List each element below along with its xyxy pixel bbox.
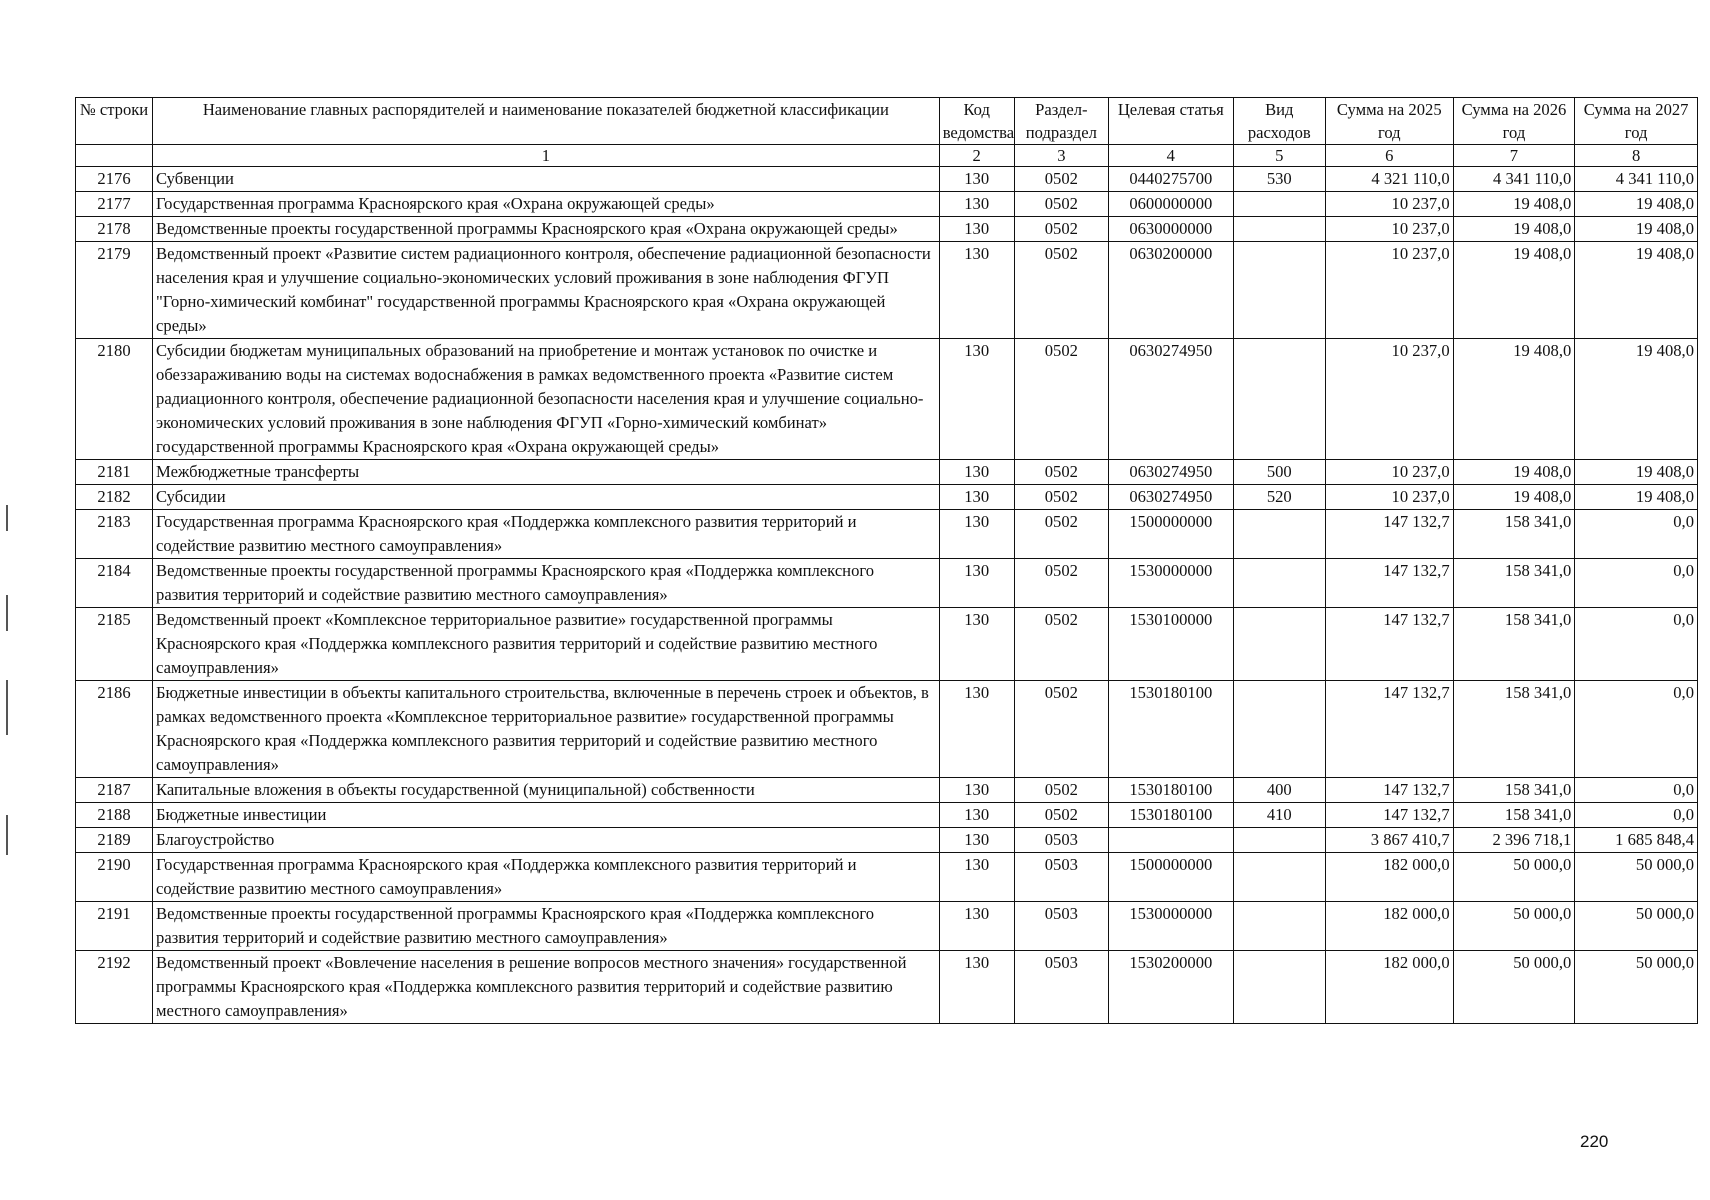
header-department-code: Код ведомства xyxy=(939,98,1014,145)
sum-2025-cell: 10 237,0 xyxy=(1325,485,1453,510)
sum-2025-cell: 182 000,0 xyxy=(1325,951,1453,1024)
table-row xyxy=(76,778,1698,803)
section-cell: 0502 xyxy=(1014,803,1108,828)
section-cell: 0502 xyxy=(1014,485,1108,510)
department-code-cell: 130 xyxy=(939,559,1014,608)
sum-2027-cell: 19 408,0 xyxy=(1575,339,1698,460)
sum-2025-cell: 10 237,0 xyxy=(1325,460,1453,485)
column-number: 6 xyxy=(1325,145,1453,167)
sum-2025-cell: 3 867 410,7 xyxy=(1325,828,1453,853)
table-row xyxy=(76,339,1698,460)
row-name-cell: Бюджетные инвестиции в объекты капитального строительства, включенные в перечень строек и объектов, в рамках ведомственного проекта «Комплексное территориальное развитие» государственной программы Красноярского края «Поддержка комплексного развития территорий и содействие развитию местного самоуправления» xyxy=(153,681,940,778)
target-article-cell: 1530180100 xyxy=(1108,778,1233,803)
target-article-cell: 0600000000 xyxy=(1108,192,1233,217)
section-cell: 0502 xyxy=(1014,242,1108,339)
department-code-cell: 130 xyxy=(939,828,1014,853)
header-expense-type: Вид расходов xyxy=(1233,98,1325,145)
row-number-cell: 2177 xyxy=(76,192,153,217)
table-row xyxy=(76,951,1698,1024)
section-cell: 0502 xyxy=(1014,681,1108,778)
target-article-cell: 1530180100 xyxy=(1108,681,1233,778)
section-cell: 0502 xyxy=(1014,460,1108,485)
row-name-cell: Ведомственный проект «Развитие систем радиационного контроля, обеспечение радиационной безопасности населения края и улучшение социально-экономических условий проживания в зоне наблюдения ФГУП "Горно-химический комбинат" государственной программы Красноярского края «Охрана окружающей среды» xyxy=(153,242,940,339)
sum-2026-cell: 50 000,0 xyxy=(1453,853,1575,902)
target-article-cell: 1530000000 xyxy=(1108,559,1233,608)
row-number-cell: 2178 xyxy=(76,217,153,242)
expense-type-cell xyxy=(1233,339,1325,460)
row-number-cell: 2190 xyxy=(76,853,153,902)
row-name-cell: Ведомственный проект «Вовлечение населения в решение вопросов местного значения» государственной программы Красноярского края «Поддержка комплексного развития территорий и содействие развитию местного самоуправления» xyxy=(153,951,940,1024)
column-number-row xyxy=(76,145,1698,167)
sum-2026-cell: 50 000,0 xyxy=(1453,902,1575,951)
column-number: 3 xyxy=(1014,145,1108,167)
target-article-cell: 0630274950 xyxy=(1108,485,1233,510)
target-article-cell: 0630274950 xyxy=(1108,339,1233,460)
department-code-cell: 130 xyxy=(939,242,1014,339)
sum-2027-cell: 50 000,0 xyxy=(1575,951,1698,1024)
sum-2025-cell: 10 237,0 xyxy=(1325,242,1453,339)
sum-2026-cell: 50 000,0 xyxy=(1453,951,1575,1024)
sum-2025-cell: 10 237,0 xyxy=(1325,217,1453,242)
section-cell: 0503 xyxy=(1014,902,1108,951)
table-header xyxy=(76,98,1698,167)
table-body xyxy=(76,167,1698,1024)
sum-2025-cell: 182 000,0 xyxy=(1325,902,1453,951)
expense-type-cell xyxy=(1233,510,1325,559)
section-cell: 0502 xyxy=(1014,510,1108,559)
table-row xyxy=(76,485,1698,510)
department-code-cell: 130 xyxy=(939,339,1014,460)
section-cell: 0502 xyxy=(1014,339,1108,460)
section-cell: 0502 xyxy=(1014,608,1108,681)
table-row xyxy=(76,192,1698,217)
department-code-cell: 130 xyxy=(939,778,1014,803)
sum-2026-cell: 158 341,0 xyxy=(1453,608,1575,681)
row-number-cell: 2176 xyxy=(76,167,153,192)
table-row xyxy=(76,681,1698,778)
expense-type-cell xyxy=(1233,608,1325,681)
scan-margin-mark xyxy=(6,815,8,855)
section-cell: 0502 xyxy=(1014,559,1108,608)
target-article-cell: 1530200000 xyxy=(1108,951,1233,1024)
row-name-cell: Капитальные вложения в объекты государственной (муниципальной) собственности xyxy=(153,778,940,803)
target-article-cell: 0630000000 xyxy=(1108,217,1233,242)
target-article-cell: 1530100000 xyxy=(1108,608,1233,681)
row-name-cell: Субвенции xyxy=(153,167,940,192)
table-row xyxy=(76,559,1698,608)
department-code-cell: 130 xyxy=(939,192,1014,217)
column-number: 2 xyxy=(939,145,1014,167)
target-article-cell: 0630274950 xyxy=(1108,460,1233,485)
table-row xyxy=(76,167,1698,192)
row-name-cell: Ведомственный проект «Комплексное территориальное развитие» государственной программы Красноярского края «Поддержка комплексного развития территорий и содействие развитию местного самоуправления» xyxy=(153,608,940,681)
expense-type-cell xyxy=(1233,217,1325,242)
scan-margin-mark xyxy=(6,505,8,531)
header-row xyxy=(76,98,1698,145)
department-code-cell: 130 xyxy=(939,681,1014,778)
department-code-cell: 130 xyxy=(939,853,1014,902)
row-number-cell: 2181 xyxy=(76,460,153,485)
row-number-cell: 2189 xyxy=(76,828,153,853)
department-code-cell: 130 xyxy=(939,608,1014,681)
sum-2025-cell: 147 132,7 xyxy=(1325,608,1453,681)
sum-2025-cell: 10 237,0 xyxy=(1325,192,1453,217)
row-number-cell: 2180 xyxy=(76,339,153,460)
sum-2026-cell: 158 341,0 xyxy=(1453,803,1575,828)
target-article-cell: 0630200000 xyxy=(1108,242,1233,339)
sum-2025-cell: 147 132,7 xyxy=(1325,681,1453,778)
sum-2027-cell: 4 341 110,0 xyxy=(1575,167,1698,192)
column-number-empty xyxy=(76,145,153,167)
row-number-cell: 2185 xyxy=(76,608,153,681)
sum-2027-cell: 0,0 xyxy=(1575,778,1698,803)
row-number-cell: 2187 xyxy=(76,778,153,803)
expense-type-cell: 530 xyxy=(1233,167,1325,192)
sum-2027-cell: 19 408,0 xyxy=(1575,192,1698,217)
header-sum-2027: Сумма на 2027 год xyxy=(1575,98,1698,145)
sum-2026-cell: 19 408,0 xyxy=(1453,217,1575,242)
expense-type-cell: 500 xyxy=(1233,460,1325,485)
row-name-cell: Ведомственные проекты государственной программы Красноярского края «Поддержка комплексного развития территорий и содействие развитию местного самоуправления» xyxy=(153,559,940,608)
sum-2027-cell: 19 408,0 xyxy=(1575,485,1698,510)
sum-2026-cell: 158 341,0 xyxy=(1453,681,1575,778)
sum-2027-cell: 19 408,0 xyxy=(1575,217,1698,242)
row-name-cell: Государственная программа Красноярского края «Охрана окружающей среды» xyxy=(153,192,940,217)
column-number: 8 xyxy=(1575,145,1698,167)
department-code-cell: 130 xyxy=(939,167,1014,192)
section-cell: 0502 xyxy=(1014,167,1108,192)
target-article-cell: 1500000000 xyxy=(1108,853,1233,902)
expense-type-cell xyxy=(1233,242,1325,339)
target-article-cell: 1530000000 xyxy=(1108,902,1233,951)
table-row xyxy=(76,217,1698,242)
sum-2026-cell: 158 341,0 xyxy=(1453,778,1575,803)
sum-2025-cell: 147 132,7 xyxy=(1325,803,1453,828)
expense-type-cell: 520 xyxy=(1233,485,1325,510)
section-cell: 0503 xyxy=(1014,951,1108,1024)
target-article-cell: 1530180100 xyxy=(1108,803,1233,828)
department-code-cell: 130 xyxy=(939,217,1014,242)
header-target-article: Целевая статья xyxy=(1108,98,1233,145)
sum-2025-cell: 182 000,0 xyxy=(1325,853,1453,902)
expense-type-cell xyxy=(1233,559,1325,608)
column-number: 4 xyxy=(1108,145,1233,167)
column-number: 5 xyxy=(1233,145,1325,167)
department-code-cell: 130 xyxy=(939,510,1014,559)
header-name: Наименование главных распорядителей и наименование показателей бюджетной классификации xyxy=(153,98,940,145)
row-name-cell: Бюджетные инвестиции xyxy=(153,803,940,828)
target-article-cell: 0440275700 xyxy=(1108,167,1233,192)
sum-2026-cell: 19 408,0 xyxy=(1453,485,1575,510)
sum-2025-cell: 147 132,7 xyxy=(1325,510,1453,559)
expense-type-cell: 410 xyxy=(1233,803,1325,828)
row-name-cell: Государственная программа Красноярского края «Поддержка комплексного развития территорий и содействие развитию местного самоуправления» xyxy=(153,510,940,559)
table-row xyxy=(76,853,1698,902)
section-cell: 0503 xyxy=(1014,853,1108,902)
expense-type-cell xyxy=(1233,853,1325,902)
sum-2026-cell: 2 396 718,1 xyxy=(1453,828,1575,853)
expense-type-cell xyxy=(1233,902,1325,951)
sum-2027-cell: 19 408,0 xyxy=(1575,460,1698,485)
sum-2027-cell: 50 000,0 xyxy=(1575,853,1698,902)
row-name-cell: Ведомственные проекты государственной программы Красноярского края «Поддержка комплексного развития территорий и содействие развитию местного самоуправления» xyxy=(153,902,940,951)
target-article-cell: 1500000000 xyxy=(1108,510,1233,559)
table-row xyxy=(76,608,1698,681)
table-row xyxy=(76,510,1698,559)
sum-2026-cell: 19 408,0 xyxy=(1453,339,1575,460)
sum-2027-cell: 50 000,0 xyxy=(1575,902,1698,951)
header-sum-2025: Сумма на 2025 год xyxy=(1325,98,1453,145)
section-cell: 0502 xyxy=(1014,778,1108,803)
department-code-cell: 130 xyxy=(939,485,1014,510)
sum-2027-cell: 0,0 xyxy=(1575,510,1698,559)
header-row-number: № строки xyxy=(76,98,153,145)
sum-2026-cell: 19 408,0 xyxy=(1453,242,1575,339)
expense-type-cell xyxy=(1233,681,1325,778)
budget-table xyxy=(75,97,1698,1024)
sum-2025-cell: 147 132,7 xyxy=(1325,778,1453,803)
department-code-cell: 130 xyxy=(939,803,1014,828)
row-name-cell: Субсидии бюджетам муниципальных образований на приобретение и монтаж установок по очистке и обеззараживанию воды на системах водоснабжения в рамках ведомственного проекта «Развитие систем радиационного контроля, обеспечение радиационной безопасности населения края и улучшение социально-экономических условий проживания в зоне наблюдения ФГУП «Горно-химический комбинат» государственной программы Красноярского края «Охрана окружающей среды» xyxy=(153,339,940,460)
row-number-cell: 2179 xyxy=(76,242,153,339)
column-number: 7 xyxy=(1453,145,1575,167)
sum-2025-cell: 147 132,7 xyxy=(1325,559,1453,608)
row-number-cell: 2191 xyxy=(76,902,153,951)
expense-type-cell xyxy=(1233,828,1325,853)
department-code-cell: 130 xyxy=(939,951,1014,1024)
sum-2027-cell: 19 408,0 xyxy=(1575,242,1698,339)
department-code-cell: 130 xyxy=(939,460,1014,485)
table-row xyxy=(76,902,1698,951)
header-section-subsection: Раздел-подраздел xyxy=(1014,98,1108,145)
sum-2027-cell: 0,0 xyxy=(1575,559,1698,608)
page-number: 220 xyxy=(1580,1132,1609,1151)
section-cell: 0502 xyxy=(1014,192,1108,217)
row-number-cell: 2184 xyxy=(76,559,153,608)
expense-type-cell: 400 xyxy=(1233,778,1325,803)
target-article-cell xyxy=(1108,828,1233,853)
row-number-cell: 2186 xyxy=(76,681,153,778)
column-number: 1 xyxy=(153,145,940,167)
section-cell: 0502 xyxy=(1014,217,1108,242)
row-number-cell: 2192 xyxy=(76,951,153,1024)
row-name-cell: Субсидии xyxy=(153,485,940,510)
sum-2025-cell: 10 237,0 xyxy=(1325,339,1453,460)
row-number-cell: 2182 xyxy=(76,485,153,510)
row-name-cell: Ведомственные проекты государственной программы Красноярского края «Охрана окружающей среды» xyxy=(153,217,940,242)
scan-margin-mark xyxy=(6,680,8,735)
sum-2027-cell: 0,0 xyxy=(1575,803,1698,828)
table-row xyxy=(76,828,1698,853)
scan-margin-mark xyxy=(6,595,8,631)
sum-2026-cell: 158 341,0 xyxy=(1453,559,1575,608)
row-number-cell: 2183 xyxy=(76,510,153,559)
row-name-cell: Государственная программа Красноярского края «Поддержка комплексного развития территорий и содействие развитию местного самоуправления» xyxy=(153,853,940,902)
header-sum-2026: Сумма на 2026 год xyxy=(1453,98,1575,145)
expense-type-cell xyxy=(1233,951,1325,1024)
sum-2026-cell: 4 341 110,0 xyxy=(1453,167,1575,192)
sum-2026-cell: 158 341,0 xyxy=(1453,510,1575,559)
table-row xyxy=(76,242,1698,339)
sum-2027-cell: 0,0 xyxy=(1575,681,1698,778)
row-name-cell: Благоустройство xyxy=(153,828,940,853)
sum-2026-cell: 19 408,0 xyxy=(1453,192,1575,217)
table-row xyxy=(76,803,1698,828)
section-cell: 0503 xyxy=(1014,828,1108,853)
row-name-cell: Межбюджетные трансферты xyxy=(153,460,940,485)
row-number-cell: 2188 xyxy=(76,803,153,828)
table-row xyxy=(76,460,1698,485)
sum-2027-cell: 0,0 xyxy=(1575,608,1698,681)
sum-2025-cell: 4 321 110,0 xyxy=(1325,167,1453,192)
department-code-cell: 130 xyxy=(939,902,1014,951)
sum-2026-cell: 19 408,0 xyxy=(1453,460,1575,485)
sum-2027-cell: 1 685 848,4 xyxy=(1575,828,1698,853)
expense-type-cell xyxy=(1233,192,1325,217)
